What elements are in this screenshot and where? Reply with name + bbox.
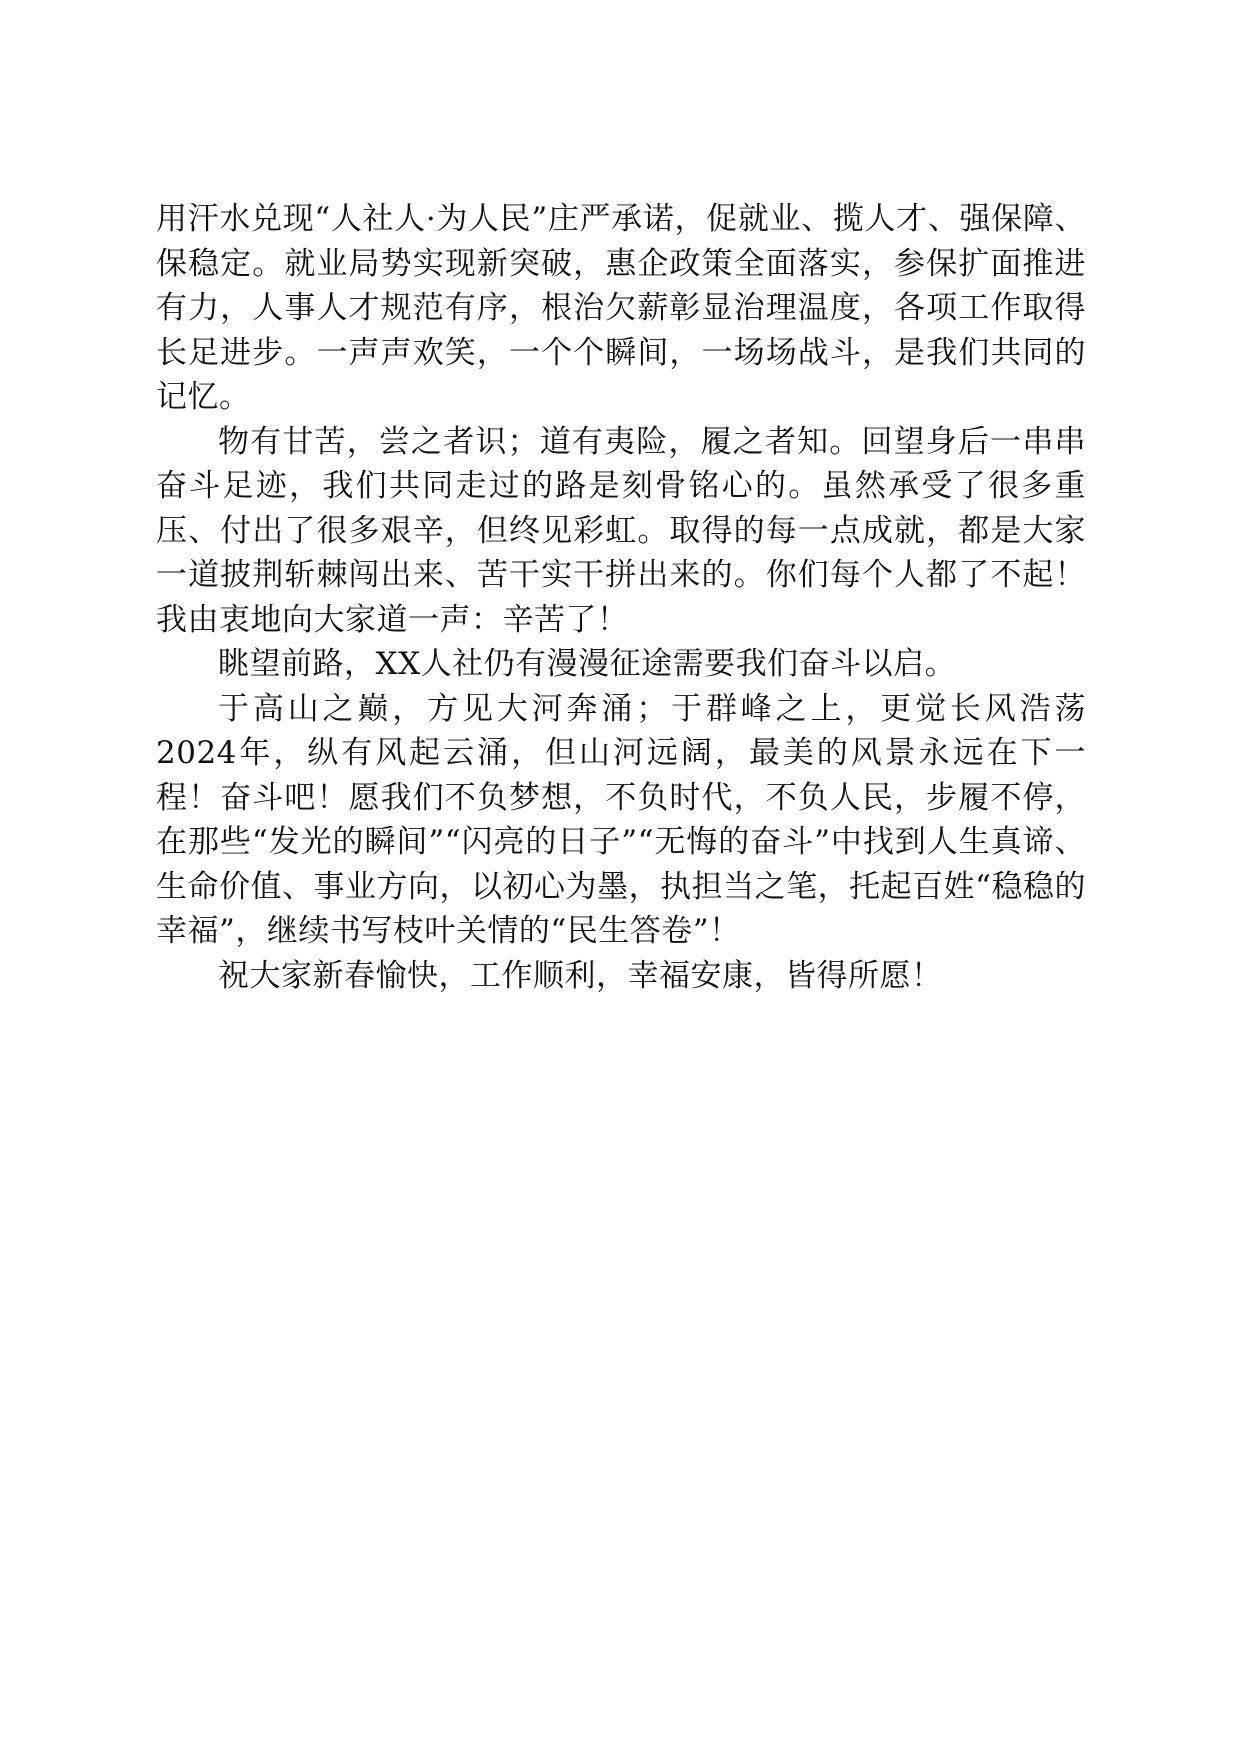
paragraph-2: 物有甘苦，尝之者识；道有夷险，履之者知。回望身后一串串奋斗足迹，我们共同走过的路是刻骨铭心的。虽然承受了很多重压、付出了很多艰辛，但终见彩虹。取得的每一点成就，都是大家一道披荆斩棘闯出来、苦干实干拼出来的。你们每个人都了不起！我由衷地向大家道一声：辛苦了！ bbox=[156, 423, 1086, 638]
paragraph-5: 祝大家新春愉快，工作顺利，幸福安康，皆得所愿！ bbox=[218, 957, 943, 994]
paragraph-3: 眺望前路，XX人社仍有漫漫征途需要我们奋斗以启。 bbox=[218, 646, 957, 682]
document-body bbox=[156, 197, 1086, 998]
paragraph-1: 用汗水兑现“人社人·为人民”庄严承诺，促就业、揽人才、强保障、保稳定。就业局势实现新突破，惠企政策全面落实，参保扩面推进有力，人事人才规范有序，根治欠薪彰显治理温度，各项工作取得长足进步。一声声欢笑，一个个瞬间，一场场战斗，是我们共同的记忆。 bbox=[156, 201, 1086, 415]
paragraph-4: 于高山之巅，方见大河奔涌；于群峰之上，更觉长风浩荡2024年，纵有风起云涌，但山河远阔，最美的风景永远在下一程！奋斗吧！愿我们不负梦想，不负时代，不负人民，步履不停，在那些“发光的瞬间”“闪亮的日子”“无悔的奋斗”中找到人生真谛、生命价值、事业方向，以初心为墨，执担当之笔，托起百姓“稳稳的幸福”，继续书写枝叶关情的“民生答卷”！ bbox=[156, 690, 1086, 949]
